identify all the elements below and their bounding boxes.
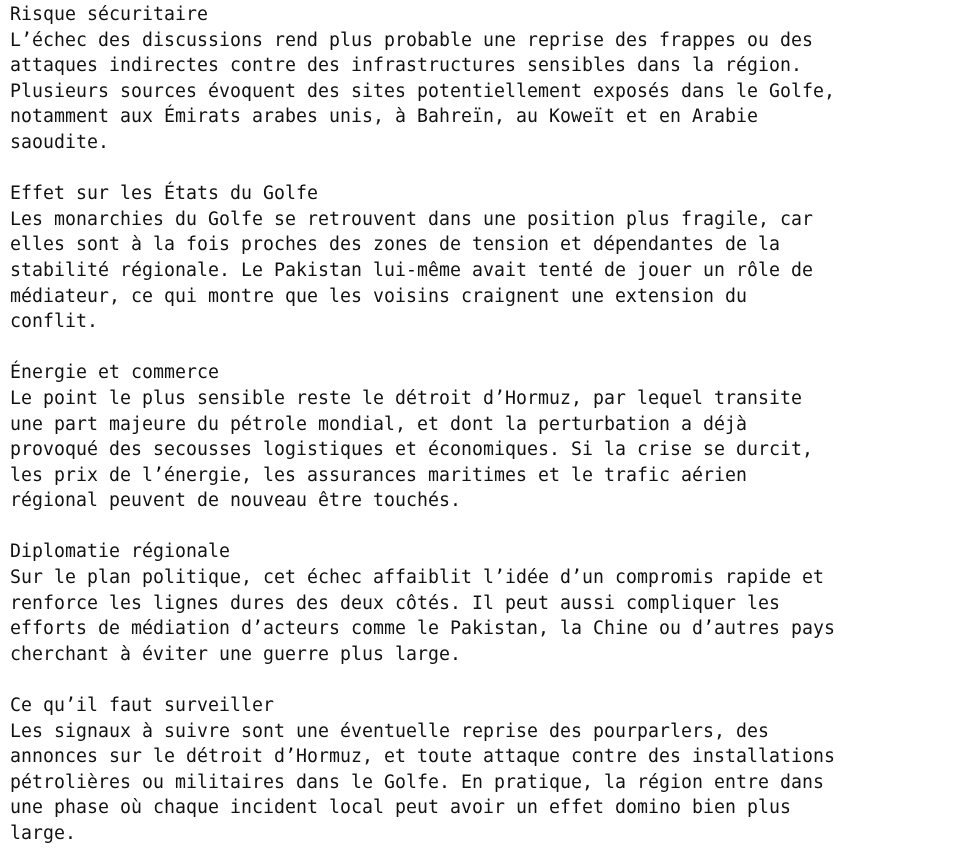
paragraph-line: large. — [10, 823, 76, 844]
paragraph-line: Les monarchies du Golfe se retrouvent dans une position plus fragile, car — [10, 208, 813, 230]
paragraph-line: une phase où chaque incident local peut avoir un effet domino bien plus — [10, 797, 791, 819]
paragraph-line: notamment aux Émirats arabes unis, à Bahreïn, au Koweït et en Arabie — [10, 106, 758, 128]
paragraph-line: elles sont à la fois proches des zones de tension et dépendantes de la — [10, 234, 780, 256]
section-a-surveiller — [10, 693, 978, 847]
paragraph-line: saoudite. — [10, 131, 109, 153]
paragraph-line: Plusieurs sources évoquent des sites potentiellement exposés dans le Golfe, — [10, 80, 835, 102]
section-diplomatie-regionale — [10, 539, 978, 667]
paragraph-line: provoqué des secousses logistiques et économiques. Si la crise se durcit, — [10, 439, 813, 461]
document-body — [10, 2, 978, 847]
paragraph-line: attaques indirectes contre des infrastructures sensibles dans la région. — [10, 55, 802, 77]
paragraph-line: pétrolières ou militaires dans le Golfe. En pratique, la région entre dans — [10, 771, 824, 793]
section-risque-securitaire — [10, 2, 978, 156]
section-heading: Ce qu’il faut surveiller — [10, 695, 274, 717]
paragraph-line: Les signaux à suivre sont une éventuelle reprise des pourparlers, des — [10, 720, 769, 742]
paragraph-line: conflit. — [10, 311, 98, 333]
section-heading: Énergie et commerce — [10, 362, 219, 384]
paragraph-line: régional peuvent de nouveau être touchés. — [10, 490, 461, 512]
paragraph-line: renforce les lignes dures des deux côtés. Il peut aussi compliquer les — [10, 592, 780, 614]
paragraph-line: cherchant à éviter une guerre plus large. — [10, 643, 461, 665]
paragraph-line: stabilité régionale. Le Pakistan lui-même avait tenté de jouer un rôle de — [10, 259, 813, 281]
section-heading: Risque sécuritaire — [10, 4, 208, 25]
paragraph-line: Sur le plan politique, cet échec affaiblit l’idée d’un compromis rapide et — [10, 567, 824, 589]
section-heading: Effet sur les États du Golfe — [10, 183, 318, 205]
section-heading: Diplomatie régionale — [10, 541, 230, 563]
paragraph-line: une part majeure du pétrole mondial, et dont la perturbation a déjà — [10, 413, 747, 435]
paragraph-line: efforts de médiation d’acteurs comme le Pakistan, la Chine ou d’autres pays — [10, 618, 835, 640]
section-etats-du-golfe — [10, 181, 978, 335]
paragraph-line: Le point le plus sensible reste le détroit d’Hormuz, par lequel transite — [10, 387, 802, 409]
paragraph-line: annonces sur le détroit d’Hormuz, et toute attaque contre des installations — [10, 746, 835, 768]
section-energie-commerce — [10, 360, 978, 514]
paragraph-line: L’échec des discussions rend plus probable une reprise des frappes ou des — [10, 29, 813, 51]
paragraph-line: les prix de l’énergie, les assurances maritimes et le trafic aérien — [10, 464, 747, 486]
paragraph-line: médiateur, ce qui montre que les voisins craignent une extension du — [10, 285, 747, 307]
